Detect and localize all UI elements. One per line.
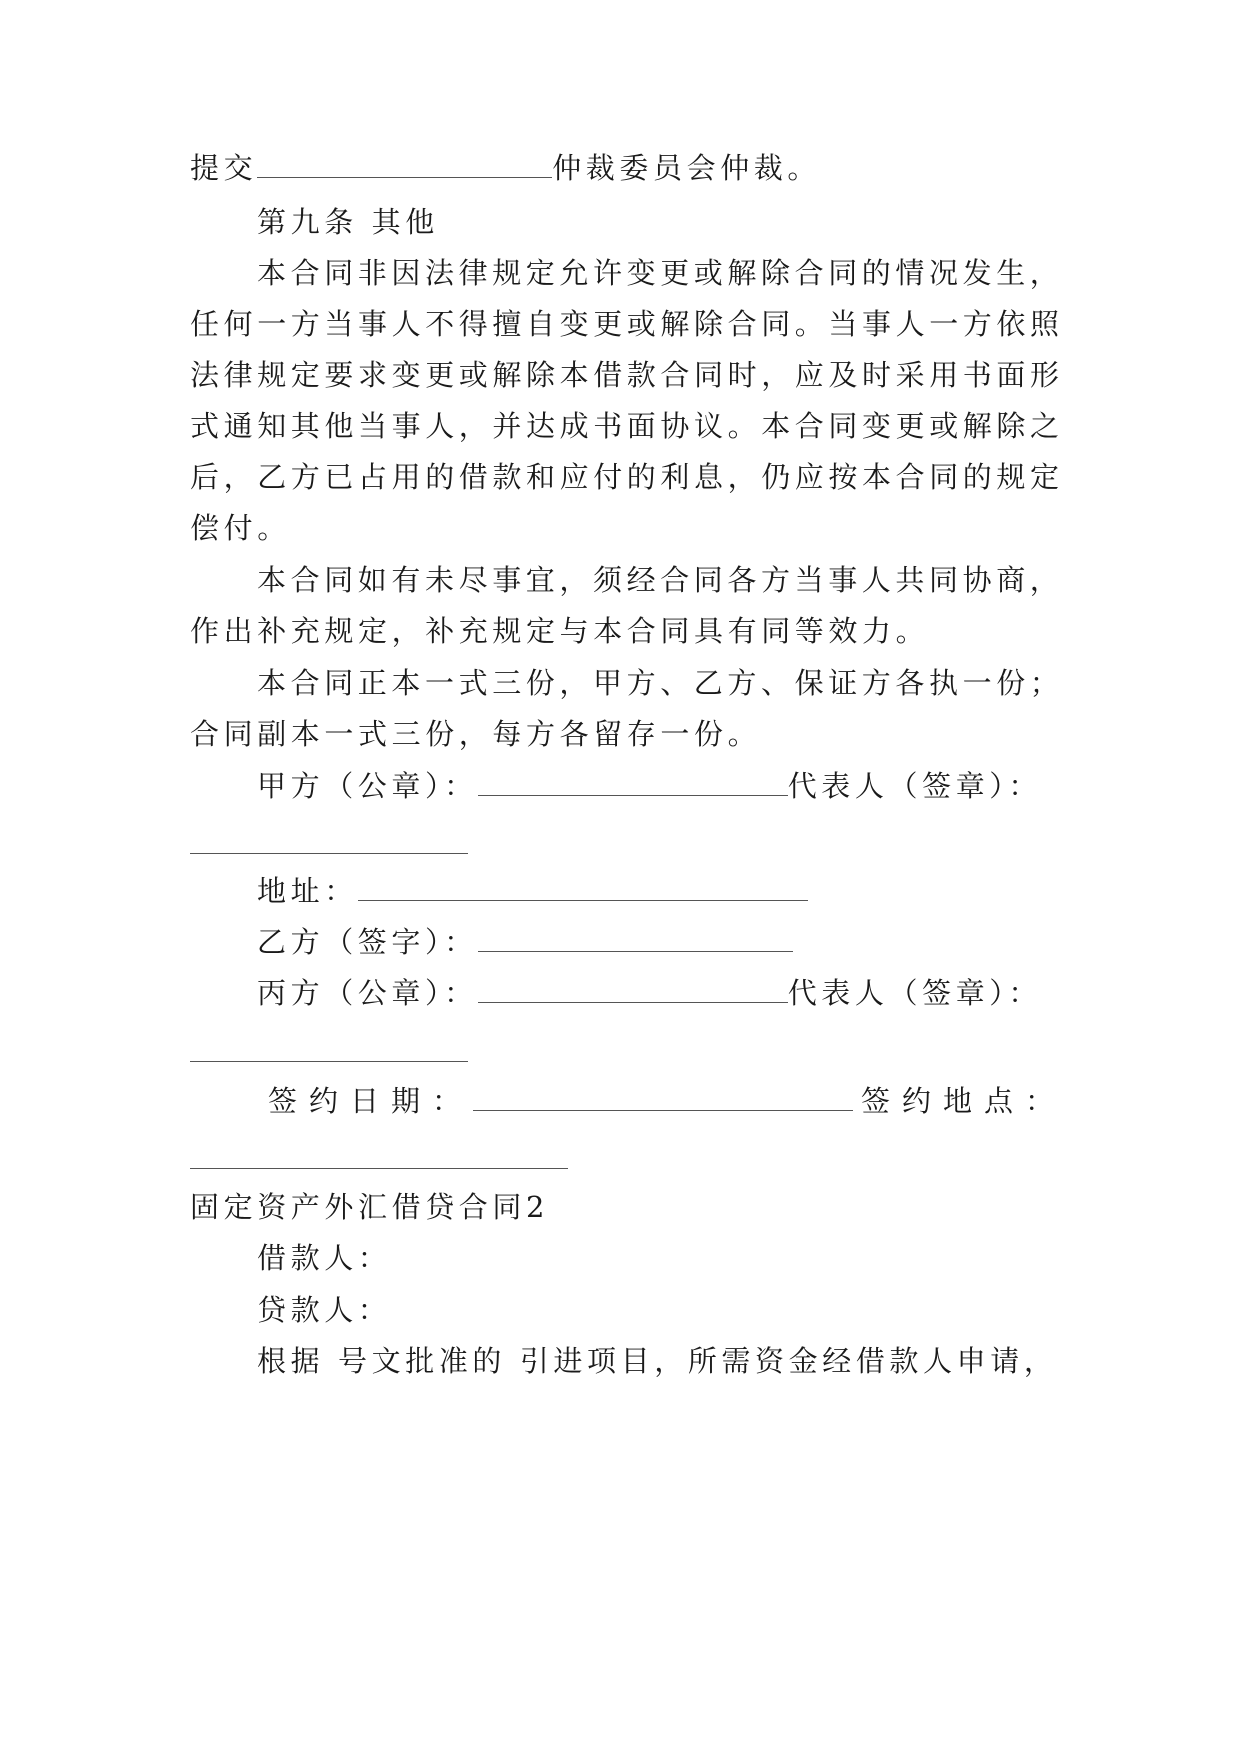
address-blank [358, 874, 808, 901]
party-c-blank [478, 976, 788, 1003]
paragraph1-line: 本合同非因法律规定允许变更或解除合同的情况发生， [257, 256, 1064, 290]
paragraph1-line: 偿付。 [190, 511, 291, 545]
party-c-representative-blank [190, 1061, 468, 1062]
contract2-intro: 根据 号文批准的 引进项目，所需资金经借款人申请， [257, 1344, 1058, 1378]
sign-date-line [268, 1081, 1148, 1121]
address-label: 地址： [257, 874, 358, 908]
party-c-line [257, 973, 1137, 1013]
contract2-title: 固定资产外汇借贷合同2 [190, 1190, 550, 1224]
address-line [257, 871, 1137, 911]
paragraph3-line: 合同副本一式三份，每方各留存一份。 [190, 717, 762, 751]
party-b-blank [478, 925, 793, 952]
party-a-label: 甲方（公章）： [257, 769, 478, 803]
arbitration-suffix: 仲裁委员会仲裁。 [552, 151, 822, 185]
paragraph1-line: 式通知其他当事人，并达成书面协议。本合同变更或解除之 [190, 409, 1064, 443]
representative-label: 代表人（签章）： [787, 976, 1043, 1010]
paragraph2-line: 本合同如有未尽事宜，须经合同各方当事人共同协商， [257, 563, 1064, 597]
arbitration-blank [257, 151, 552, 178]
paragraph3-line: 本合同正本一式三份，甲方、乙方、保证方各执一份； [257, 666, 1064, 700]
lender-label: 贷款人： [257, 1293, 392, 1327]
paragraph1-line: 法律规定要求变更或解除本借款合同时，应及时采用书面形 [190, 358, 1064, 392]
paragraph1-line: 任何一方当事人不得擅自变更或解除合同。当事人一方依照 [190, 307, 1064, 341]
party-c-label: 丙方（公章）： [257, 976, 478, 1010]
arbitration-prefix: 提交 [190, 151, 258, 185]
article9-title: 第九条 其他 [257, 205, 439, 239]
sign-place-label: 签约地点： [861, 1084, 1067, 1118]
party-a-line [257, 766, 1137, 806]
sign-date-blank [473, 1084, 853, 1111]
paragraph1-line: 后，乙方已占用的借款和应付的利息，仍应按本合同的规定 [190, 460, 1064, 494]
sign-date-label: 签约日期： [268, 1084, 474, 1118]
party-a-blank [478, 769, 788, 796]
party-b-line [257, 922, 1137, 962]
representative-label: 代表人（签章）： [787, 769, 1043, 803]
sign-place-blank [190, 1168, 568, 1169]
party-a-representative-blank [190, 853, 468, 854]
arbitration-line [190, 148, 1070, 188]
party-b-label: 乙方（签字）： [257, 925, 478, 959]
borrower-label: 借款人： [257, 1241, 392, 1275]
paragraph2-line: 作出补充规定，补充规定与本合同具有同等效力。 [190, 614, 930, 648]
